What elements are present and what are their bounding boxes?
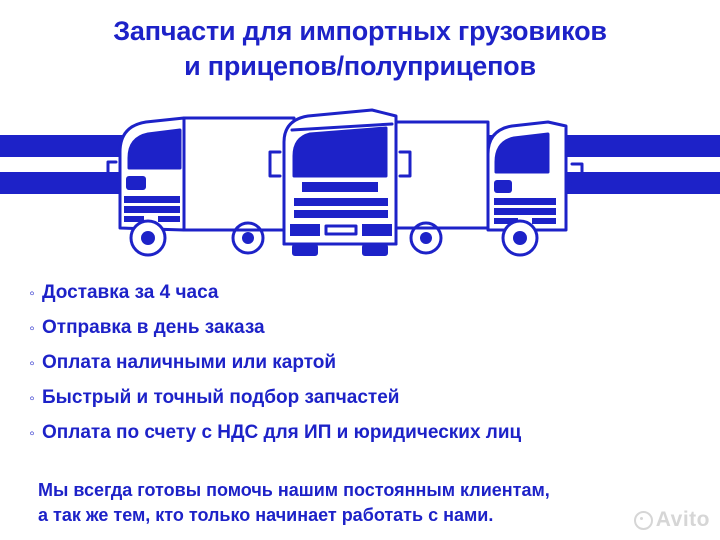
- headline-line-1: Запчасти для импортных грузовиков: [113, 16, 607, 46]
- footer-line-1: Мы всегда готовы помочь нашим постоянным клиентам,: [38, 480, 550, 500]
- list-item: [22, 387, 702, 410]
- bullet-marker-icon: ◦: [29, 285, 35, 302]
- bullet-marker-icon: ◦: [29, 355, 35, 372]
- benefits-list: [22, 282, 702, 457]
- list-item-label: Доставка за 4 часа: [42, 282, 219, 303]
- truck-right-icon: [396, 122, 582, 255]
- avito-watermark: [634, 508, 710, 532]
- list-item-label: Быстрый и точный подбор запчастей: [42, 387, 400, 408]
- three-trucks-illustration: [96, 96, 624, 276]
- footer-note: [38, 478, 698, 528]
- headline-line-2: и прицепов/полуприцепов: [184, 51, 536, 81]
- list-item-label: Оплата наличными или картой: [42, 352, 337, 373]
- avito-logo-icon: [634, 511, 653, 530]
- bullet-marker-icon: ◦: [29, 390, 35, 407]
- page-title: [0, 14, 720, 84]
- list-item: [22, 352, 702, 375]
- watermark-label: Avito: [655, 508, 710, 531]
- bullet-marker-icon: ◦: [29, 425, 35, 442]
- bullet-marker-icon: ◦: [29, 320, 35, 337]
- footer-line-2: а так же тем, кто только начинает работать с нами.: [38, 505, 494, 525]
- truck-left-icon: [108, 118, 294, 255]
- list-item: [22, 282, 702, 305]
- list-item: [22, 317, 702, 340]
- truck-center-icon: [270, 110, 410, 256]
- list-item: [22, 422, 702, 445]
- list-item-label: Отправка в день заказа: [42, 317, 265, 338]
- list-item-label: Оплата по счету с НДС для ИП и юридических лиц: [42, 422, 522, 443]
